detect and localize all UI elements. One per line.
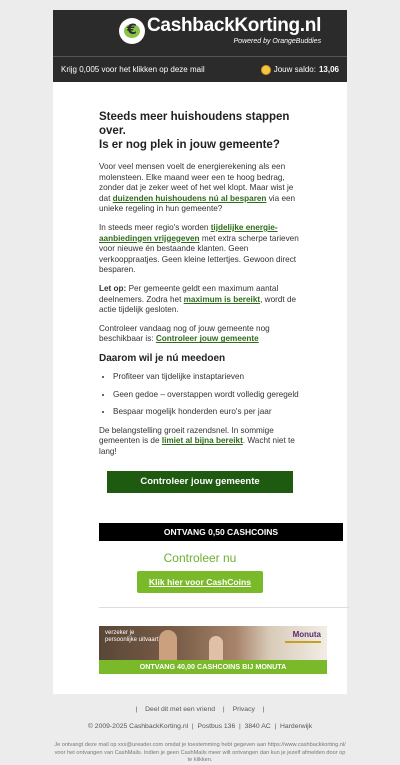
logo-underline: [285, 641, 321, 643]
balance-label: Jouw saldo:: [273, 65, 316, 74]
banner-image: [99, 626, 327, 660]
p3-text-a: Per gemeente geldt een maximum aantal deelnemers. Zodra het: [99, 283, 279, 304]
p2-text-a: In steeds meer regio's worden: [99, 222, 211, 232]
headline-line-1: Steeds meer huishoudens stappen over.: [99, 111, 290, 137]
p1-text-b: via een unieke regeling in hun gemeente?: [99, 193, 296, 214]
privacy-link[interactable]: Privacy: [232, 706, 255, 714]
divider: [99, 607, 349, 608]
footer-links: [53, 706, 347, 713]
logo-subtitle: Powered by OrangeBuddies: [233, 38, 322, 45]
footer-separator: |: [135, 706, 138, 714]
households-saving-link[interactable]: duizenden huishoudens nú al besparen: [112, 193, 267, 203]
list-item: • Profiteer van tijdelijke instaptarieven: [113, 372, 301, 383]
footer-address: © 2009-2025 CashbackKorting.nl | Postbus 136 | 3840 AC | Harderwijk: [87, 723, 313, 731]
copyright: © 2009-2025 CashbackKorting.nl: [87, 723, 189, 731]
postbus: Postbus 136: [197, 723, 236, 731]
unsubscribe-note: Je ontvangt deze mail op xxx@ureader.com omdat je toestemming hebt gegeven aan https://www.cashbackkorting.nl/ voor het ontvangen van CashMails. Indien je geen CashMails meer wilt ontvangen dan kun je jezelf afmelden door op te klikken.: [54, 742, 346, 764]
maximum-reached-link[interactable]: maximum is bereikt: [183, 294, 261, 304]
energy-offers-link[interactable]: tijdelijke energie-aanbiedingen vrijgegeven: [99, 222, 278, 243]
headline-line-2: Is er nog plek in jouw gemeente?: [99, 139, 280, 151]
balance-value: 13,06: [318, 65, 339, 74]
balance: [261, 65, 339, 75]
paragraph-4: [99, 324, 301, 345]
city: Harderwijk: [279, 723, 313, 731]
banner-text-line-2: persoonlijke uitvaart: [105, 637, 159, 644]
footer-separator: |: [222, 706, 225, 714]
postcode: 3840 AC: [244, 723, 271, 731]
headline: [99, 110, 301, 152]
paragraph-5: [99, 426, 301, 458]
p5-text-a: De belangstelling groeit razendsnel. In sommige gemeenten is de: [99, 425, 274, 446]
paragraph-1: [99, 162, 301, 215]
check-now-heading: Controleer nu: [163, 551, 237, 566]
banner-cta[interactable]: ONTVANG 40,00 CASHCOINS BIJ MONUTA: [99, 660, 327, 674]
main-card: [53, 82, 347, 694]
euro-logo-icon: [119, 18, 145, 44]
p3-text-b: , wordt de actie tijdelijk gesloten.: [99, 294, 297, 315]
footer: [53, 706, 347, 764]
p5-text-b: . Wacht niet te lang!: [99, 436, 295, 456]
coin-icon: [261, 65, 271, 75]
footer-separator: |: [262, 706, 265, 714]
banner-text: [105, 630, 158, 644]
check-municipality-link[interactable]: Controleer jouw gemeente: [155, 334, 259, 344]
banner-text-line-1: verzeker je: [105, 630, 135, 637]
monuta-logo: Monuta: [292, 630, 321, 640]
p2-text-b: met extra scherpe tarieven voor nieuwe én bestaande klanten. Geen verkooppraatjes. Geen kleine lettertjes. Gewoon direct besparen.: [99, 233, 299, 275]
logo-name: CashbackKorting.nl: [147, 15, 322, 36]
email-header: [53, 10, 347, 56]
cashcoins-band: ONTVANG 0,50 CASHCOINS: [99, 523, 343, 541]
child-figure: [209, 636, 223, 660]
cashcoins-button[interactable]: Klik hier voor CashCoins: [137, 571, 263, 593]
p1-text-a: Voor veel mensen voelt de energierekening als een molensteen. Elke maand weer een te hoog bedrag, zonder dat je zeker weet of het wel klopt. Maar wist je dat: [99, 162, 294, 203]
list-item: • Geen gedoe – overstappen wordt volledig geregeld: [113, 390, 301, 401]
check-municipality-button[interactable]: Controleer jouw gemeente: [107, 471, 293, 493]
benefits-list: [99, 372, 301, 418]
paragraph-3: [99, 284, 301, 316]
p4-text-a: Controleer vandaag nog of jouw gemeente nog beschikbaar is:: [99, 323, 270, 344]
share-friend-link[interactable]: Deel dit met een vriend: [145, 706, 216, 714]
person-figure: [159, 630, 177, 660]
list-item: • Bespaar mogelijk honderden euro's per jaar: [113, 407, 301, 418]
click-reward-text: Krijg 0,005 voor het klikken op deze mail: [61, 65, 205, 74]
monuta-banner[interactable]: [99, 626, 327, 674]
paragraph-2: [99, 223, 301, 276]
note-label: Let op:: [99, 283, 127, 293]
info-bar: [53, 56, 347, 82]
subheading: Daarom wil je nú meedoen: [99, 352, 226, 364]
logo[interactable]: [119, 16, 321, 45]
limit-reached-link[interactable]: limiet al bijna bereikt: [161, 436, 243, 446]
